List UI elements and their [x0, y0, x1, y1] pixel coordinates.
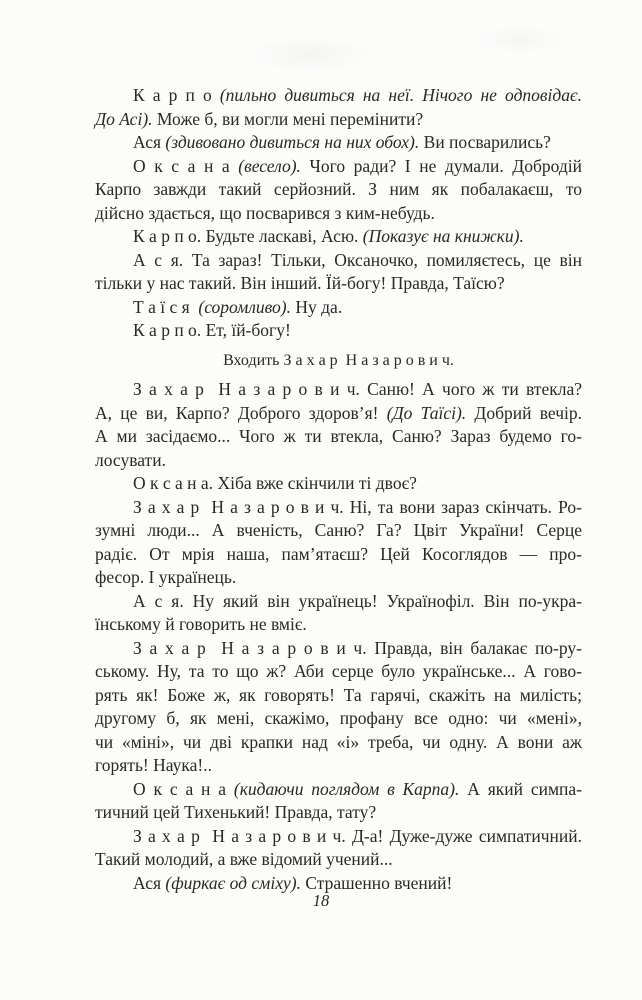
- text-line: [95, 566, 582, 590]
- text-segment: Будьте ласкаві, Асю.: [201, 226, 363, 246]
- character-name: Ася: [133, 132, 162, 152]
- text-line: [95, 660, 582, 684]
- character-name: З а х а р Н а з а р о в и ч.: [133, 496, 344, 517]
- text-segment: Д-а! Дуже-дуже симпатичний.: [345, 825, 582, 846]
- text-line: [95, 296, 582, 320]
- dialogue-paragraph: [95, 155, 582, 226]
- character-name: О к с а н а: [133, 155, 230, 176]
- stage-note: (кидаючи поглядом в Карпа).: [226, 778, 460, 799]
- character-name: А с я.: [133, 249, 184, 270]
- text-segment: Саню! А чого ж ти втекла?: [359, 379, 582, 399]
- text-line: [95, 425, 582, 449]
- dialogue-paragraph: [95, 319, 582, 343]
- dialogue-paragraph: [95, 590, 582, 637]
- text-line: [95, 801, 582, 825]
- dialogue-paragraph: [95, 84, 582, 131]
- text-segment: Ну який він українець! Українофіл. Він по-укра-: [183, 590, 582, 611]
- text-line: [95, 349, 582, 373]
- text-segment: Ну да.: [291, 296, 343, 317]
- character-name: З а х а р Н а з а р о в и ч.: [133, 825, 346, 846]
- text-segment: Чого ради? І не думали. Добродій: [300, 155, 582, 176]
- text-line: [95, 637, 582, 661]
- text-segment: Страшенно вчений!: [300, 872, 453, 893]
- dialogue-paragraph: [95, 225, 582, 249]
- text-line: [95, 684, 582, 708]
- text-segment: рять як! Боже ж, як говорять! Та гарячі, скажіть на милість;: [95, 684, 582, 705]
- text-segment: горять! Наука!..: [95, 755, 212, 775]
- character-name: А с я.: [133, 590, 184, 611]
- stage-note: (весело).: [229, 155, 301, 176]
- text-line: [95, 754, 582, 778]
- text-line: [95, 131, 582, 155]
- text-line: [95, 225, 582, 249]
- dialogue-paragraph: [95, 637, 582, 778]
- text-line: [95, 108, 582, 132]
- character-name: К а р п о.: [133, 320, 202, 340]
- text-line: [95, 848, 582, 872]
- dialogue-paragraph: [95, 778, 582, 825]
- text-line: [95, 402, 582, 426]
- dialogue-paragraph: [95, 496, 582, 590]
- text-line: [95, 543, 582, 567]
- stage-direction: [95, 349, 582, 373]
- text-line: [95, 778, 582, 802]
- character-name: З а х а р Н а з а р о в и ч.: [133, 637, 367, 658]
- character-name: Т а ї с я: [133, 296, 190, 317]
- character-name: О к с а н а: [133, 778, 227, 799]
- text-segment: Ет, їй-богу!: [201, 320, 291, 340]
- dialogue-paragraph: [95, 249, 582, 296]
- dialogue-paragraph: [95, 296, 582, 320]
- stage-note: (здивовано дивиться на них обох).: [161, 132, 420, 152]
- text-segment: Такий молодий, а вже відомий учений...: [95, 849, 393, 869]
- text-line: [95, 178, 582, 202]
- dialogue-paragraph: [95, 378, 582, 472]
- text-segment: чи «міні», чи дві крапки над «і» треба, чи одну. А вони аж: [95, 731, 582, 752]
- text-segment: тільки у нас такий. Він інший. Їй-богу! Правда, Таїсю?: [95, 273, 505, 293]
- text-line: [95, 472, 582, 496]
- character-name: К а р п о.: [133, 226, 202, 246]
- stage-note: (До Таїсі).: [386, 402, 467, 423]
- text-segment: другому б, як мені, скажімо, профану все одно: чи «мені»,: [95, 708, 582, 728]
- text-segment: лосувати.: [95, 449, 166, 470]
- character-name: З а х а р Н а з а р о в и ч.: [133, 379, 360, 399]
- character-name: З а х а р Н а з а р о в и ч.: [283, 351, 454, 369]
- text-line: [95, 155, 582, 179]
- text-segment: Ні, та вони зараз скінчать. Ро-: [343, 496, 582, 517]
- text-segment: фесор. І українець.: [95, 567, 237, 587]
- stage-note: (соромливо).: [189, 296, 292, 317]
- text-line: [95, 707, 582, 731]
- text-line: [95, 319, 582, 343]
- page-number: 18: [312, 891, 330, 910]
- stage-note: (Показує на книжки).: [362, 226, 524, 246]
- text-line: [95, 378, 582, 402]
- text-line: [95, 590, 582, 614]
- text-segment: зумні люди... А вченість, Саню? Га? Цвіт України! Серце: [95, 520, 582, 540]
- text-line: [95, 519, 582, 543]
- text-segment: А ми засідаємо... Чого ж ти втекла, Саню? Зараз будемо го-: [95, 426, 582, 446]
- stage-note: (фиркає од сміху).: [165, 872, 301, 893]
- text-segment: Ася: [133, 872, 166, 893]
- dialogue-paragraph: [95, 825, 582, 872]
- text-line: [95, 272, 582, 296]
- text-line: [95, 825, 582, 849]
- play-text-block: [95, 84, 582, 895]
- text-segment: Карпо завжди такий серйозний. З ним як побалакаєш, то: [95, 179, 582, 199]
- stage-note: (пильно дивиться на неї. Нічого не одповідає.: [211, 85, 582, 105]
- text-segment: Правда, він балакає по-ру-: [366, 637, 582, 658]
- text-segment: дійсно здається, що посварився з ким-небудь.: [95, 202, 435, 223]
- text-segment: ському. Ну, та то що ж? Аби серце було українське... А гово-: [95, 661, 582, 681]
- text-segment: радіє. От мрія наша, пам’ятаєш? Цей Косоглядов — про-: [95, 543, 582, 564]
- text-segment: Може б, ви могли мені перемінити?: [152, 108, 424, 129]
- text-segment: тичний цей Тихенький! Правда, тату?: [95, 802, 377, 822]
- text-line: [95, 84, 582, 108]
- dialogue-paragraph: [95, 131, 582, 155]
- text-line: [95, 731, 582, 755]
- text-segment: Входить: [223, 351, 284, 369]
- text-segment: А який симпа-: [459, 778, 582, 799]
- text-segment: їнському й говорить не вміє.: [95, 614, 307, 634]
- stage-note: До Асі).: [95, 108, 153, 129]
- text-line: [95, 202, 582, 226]
- character-name: К а р п о: [133, 85, 212, 105]
- text-line: [95, 249, 582, 273]
- text-line: [95, 449, 582, 473]
- text-segment: А, це ви, Карпо? Доброго здоров’я!: [95, 402, 387, 423]
- text-segment: Ви посварились?: [419, 132, 551, 152]
- text-segment: Та зараз! Тільки, Оксаночко, помиляєтесь, це він: [183, 249, 582, 270]
- text-line: [95, 613, 582, 637]
- text-segment: Добрий вечір.: [466, 402, 583, 423]
- text-line: [95, 496, 582, 520]
- character-name: О к с а н а.: [133, 473, 214, 493]
- dialogue-paragraph: [95, 472, 582, 496]
- text-segment: Хіба вже скінчили ті двоє?: [213, 473, 417, 493]
